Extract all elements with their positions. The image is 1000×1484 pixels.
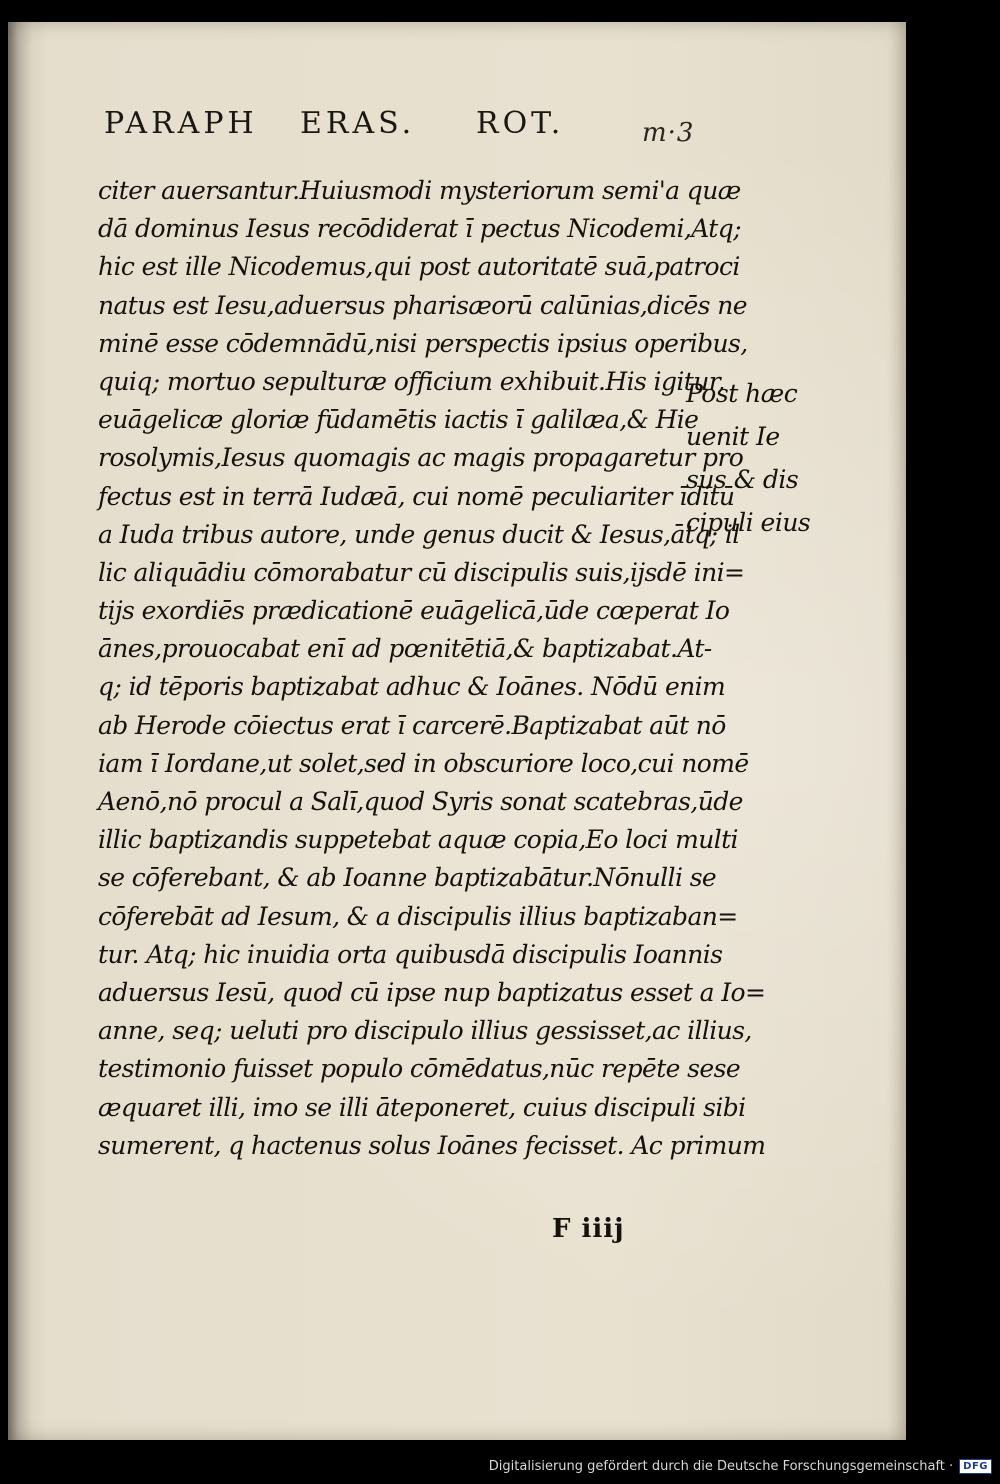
text-line: æquaret illi, imo se illi āteponeret, cuius discipuli sibi [98,1092,746,1122]
running-header-word-3: ROT. [476,106,565,141]
text-line: minē esse cōdemnādū,nisi perspectis ipsius operibus, [98,328,748,358]
marginal-note [686,372,811,544]
text-line: anne, seq; ueluti pro discipulo illius gessisset,ac illius, [98,1016,752,1046]
text-line: lic aliquādiu cōmorabatur cū discipulis suis,ijsdē ini= [98,557,745,587]
text-line: natus est Iesu,aduersus pharisæorū calūnias,dicēs ne [98,290,747,320]
marginal-note-line: Post hæc [686,379,798,408]
marginal-note-line: cipuli eius [686,508,811,537]
running-header [104,106,724,156]
text-line: euāgelicæ gloriæ fūdamētis iactis ī galilæa,& Hie [98,405,699,435]
text-line: tur. Atq; hic inuidia orta quibusdā discipulis Ioannis [98,939,723,969]
text-line: illic baptizandis suppetebat aquæ copia,Eo loci multi [98,825,738,855]
handwritten-folio-mark: m·3 [642,118,695,148]
text-line: testimonio fuisset populo cōmēdatus,nūc repēte sese [98,1054,741,1084]
text-line: aduersus Iesū, quod cū ipse nup baptizatus esset a Io= [98,977,766,1007]
text-line: citer auersantur.Huiusmodi mysteriorum semi'a quæ [98,176,741,205]
dfg-logo: DFG [959,1459,992,1474]
text-line: iam ī Iordane,ut solet,sed in obscuriore loco,cui nomē [98,748,749,778]
signature-mark: F iiij [552,1214,625,1244]
text-line: ab Herode cōiectus erat ī carcerē.Baptizabat aūt nō [98,710,726,740]
text-line: cōferebāt ad Iesum, & a discipulis illius baptizaban= [98,901,738,931]
text-line: a Iuda tribus autore, unde genus ducit & Iesus,ātq; il [98,519,740,549]
text-line: Aenō,nō procul a Salī,quod Syris sonat scatebras,ūde [98,787,743,816]
text-line: ānes,prouocabat enī ad pœnitētiā,& baptizabat.At- [98,634,712,664]
running-header-word-1: PARAPH [104,106,258,141]
book-page [8,22,906,1440]
running-header-word-2: ERAS. [300,106,416,141]
text-line: dā dominus Iesus recōdiderat ī pectus Nicodemi,Atq; [98,214,741,244]
text-line: hic est ille Nicodemus,qui post autoritatē suā,patroci [98,252,740,282]
text-line: rosolymis,Iesus quomagis ac magis propagaretur pro [98,443,744,473]
text-line: se cōferebant, & ab Ioanne baptizabātur.Nōnulli se [98,863,717,893]
text-line: quiq; mortuo sepulturæ officium exhibuit.His igitur, [98,366,725,396]
marginal-note-line: uenit Ie [686,422,780,451]
credit-text: Digitalisierung gefördert durch die Deutsche Forschungsgemeinschaft · [488,1458,954,1474]
text-line: fectus est in terrā Iudæā, cui nomē peculiariter īditū [98,481,735,511]
text-line: tijs exordiēs prædicationē euāgelicā,ūde cœperat Io [98,596,730,626]
marginal-note-line: sus & dis [686,465,799,494]
digitization-credit [489,1456,992,1476]
text-line: sumerent, q hactenus solus Ioānes fecisset. Ac primum [98,1130,766,1160]
text-line: q; id tēporis baptizabat adhuc & Ioānes. Nōdū enim [98,672,726,702]
